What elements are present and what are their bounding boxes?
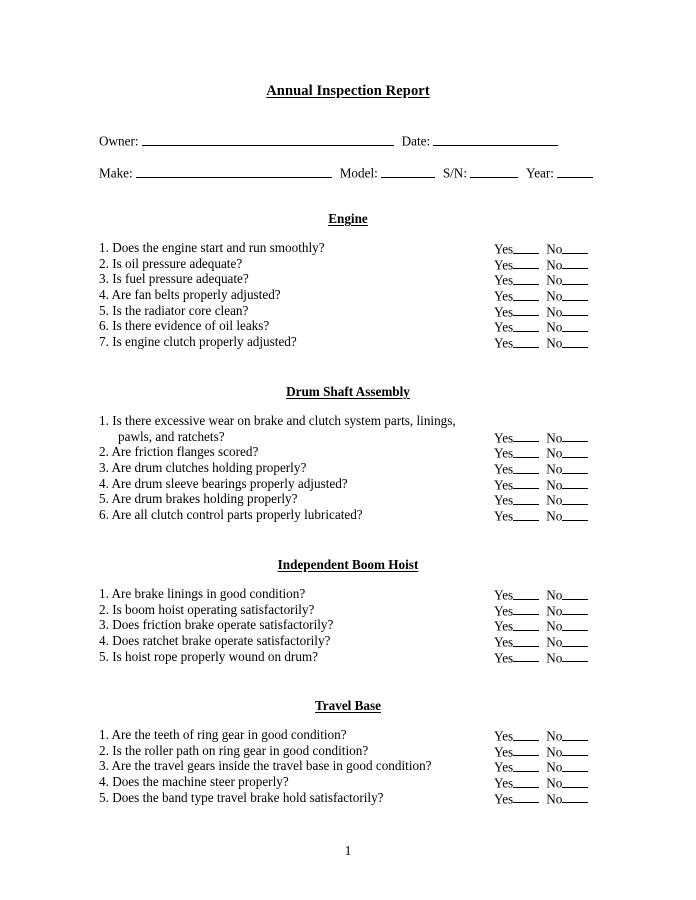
- yes-answer-blank[interactable]: [513, 271, 539, 285]
- answer-group: [494, 334, 588, 351]
- question-label: Is the roller path on ring gear in good condition?: [112, 742, 369, 758]
- question-number: 1.: [99, 240, 109, 255]
- question-text: [99, 287, 281, 303]
- checklist-item: [0, 743, 696, 759]
- question-text: [99, 460, 306, 476]
- no-label: No: [546, 319, 563, 335]
- question-number: 4.: [99, 475, 109, 491]
- checklist-item: [0, 460, 696, 476]
- answer-group: [494, 287, 588, 304]
- checklist-item: [0, 633, 696, 649]
- yes-answer-blank[interactable]: [513, 460, 539, 474]
- no-label: No: [546, 288, 563, 304]
- no-label: No: [546, 728, 563, 744]
- section-engine: [0, 211, 696, 350]
- yes-label: Yes: [494, 618, 514, 634]
- question-label: Does the engine start and run smoothly?: [112, 240, 325, 255]
- question-text: [99, 649, 318, 665]
- checklist-item: [0, 507, 696, 523]
- checklist-item: [0, 240, 696, 256]
- question-label: Is boom hoist operating satisfactorily?: [112, 601, 315, 617]
- answer-group: [494, 743, 588, 760]
- question-number: 4.: [99, 774, 109, 790]
- answer-group: [494, 586, 588, 603]
- no-answer-blank[interactable]: [562, 476, 588, 490]
- yes-label: Yes: [494, 477, 514, 493]
- yes-label: Yes: [494, 335, 514, 351]
- yes-label: Yes: [494, 587, 514, 603]
- question-number: 3.: [99, 271, 109, 287]
- question-text: [99, 476, 348, 492]
- question-label: Are drum sleeve bearings properly adjusted?: [111, 475, 348, 491]
- no-answer-blank[interactable]: [562, 240, 588, 254]
- checklist-item: [0, 413, 696, 444]
- yes-label: Yes: [494, 775, 514, 791]
- question-label: Is engine clutch properly adjusted?: [112, 334, 297, 350]
- question-number: 2.: [99, 742, 109, 758]
- answer-group: [494, 444, 588, 461]
- no-answer-blank[interactable]: [562, 602, 588, 616]
- question-number: 2.: [99, 601, 109, 617]
- question-number: 3.: [99, 758, 109, 774]
- question-number: 4.: [99, 633, 109, 649]
- yes-answer-blank[interactable]: [513, 649, 539, 663]
- owner-input[interactable]: [142, 132, 394, 146]
- yes-label: Yes: [494, 288, 514, 304]
- no-answer-blank[interactable]: [562, 617, 588, 631]
- answer-group: [494, 602, 588, 619]
- no-label: No: [546, 618, 563, 634]
- yes-answer-blank[interactable]: [513, 287, 539, 301]
- yes-answer-blank[interactable]: [513, 633, 539, 647]
- no-label: No: [546, 477, 563, 493]
- yes-label: Yes: [494, 319, 514, 335]
- yes-answer-blank[interactable]: [513, 240, 539, 254]
- question-label: Are fan belts properly adjusted?: [111, 287, 281, 303]
- yes-label: Yes: [494, 461, 514, 477]
- question-text: [99, 586, 305, 602]
- question-label: Is oil pressure adequate?: [112, 255, 243, 271]
- question-number: 5.: [99, 789, 109, 805]
- answer-group: [494, 617, 588, 634]
- yes-label: Yes: [494, 445, 514, 461]
- question-number: 1.: [99, 586, 109, 601]
- answer-group: [494, 271, 588, 288]
- section-heading: [0, 384, 696, 400]
- yes-label: Yes: [494, 791, 514, 807]
- checklist-item: [0, 649, 696, 665]
- no-label: No: [546, 508, 563, 524]
- serial-number-input[interactable]: [470, 164, 518, 178]
- no-label: No: [546, 335, 563, 351]
- yes-label: Yes: [494, 508, 514, 524]
- answer-group: [494, 507, 588, 524]
- answer-group: [494, 633, 588, 650]
- section-heading: [0, 211, 696, 227]
- answer-group: [494, 318, 588, 335]
- question-label: Does ratchet brake operate satisfactorily?: [112, 633, 331, 649]
- page-number: 1: [344, 843, 352, 858]
- checklist-item: [0, 491, 696, 507]
- checklist-item: [0, 790, 696, 806]
- question-label: Are the teeth of ring gear in good condition?: [111, 727, 347, 742]
- no-label: No: [546, 650, 563, 666]
- year-label: Year:: [526, 165, 554, 181]
- yes-answer-blank[interactable]: [513, 602, 539, 616]
- page-title-text: Annual Inspection Report: [266, 83, 430, 99]
- question-number: 2.: [99, 444, 109, 460]
- checklist-item: [0, 774, 696, 790]
- year-input[interactable]: [557, 164, 593, 178]
- question-label: Does friction brake operate satisfactorily?: [112, 617, 334, 633]
- no-label: No: [546, 272, 563, 288]
- checklist-item: [0, 617, 696, 633]
- question-label: Are brake linings in good condition?: [111, 586, 306, 601]
- answer-group: [494, 429, 588, 446]
- no-label: No: [546, 744, 563, 760]
- yes-answer-blank[interactable]: [513, 586, 539, 600]
- checklist-item: [0, 303, 696, 319]
- model-label: Model:: [339, 165, 378, 181]
- no-label: No: [546, 257, 563, 273]
- yes-label: Yes: [494, 430, 514, 446]
- section-heading-text: Drum Shaft Assembly: [286, 384, 410, 399]
- no-answer-blank[interactable]: [562, 491, 588, 505]
- question-text: [99, 240, 325, 256]
- section-heading-text: Independent Boom Hoist: [277, 557, 419, 572]
- question-text: [99, 334, 297, 350]
- no-label: No: [546, 461, 563, 477]
- question-label: Are all clutch control parts properly lubricated?: [111, 507, 363, 523]
- question-label: Is the radiator core clean?: [112, 302, 249, 318]
- yes-answer-blank[interactable]: [513, 507, 539, 521]
- no-answer-blank[interactable]: [562, 318, 588, 332]
- section-drum-shaft-assembly: [0, 384, 696, 523]
- question-text: [99, 256, 242, 272]
- checklist-item: [0, 602, 696, 618]
- yes-label: Yes: [494, 492, 514, 508]
- no-label: No: [546, 603, 563, 619]
- no-label: No: [546, 430, 563, 446]
- checklist-item: [0, 271, 696, 287]
- question-label: Does the machine steer properly?: [112, 774, 289, 790]
- yes-label: Yes: [494, 650, 514, 666]
- question-label: Are drum clutches holding properly?: [111, 460, 307, 476]
- section-travel-base: [0, 698, 696, 805]
- yes-answer-blank[interactable]: [513, 790, 539, 804]
- make-input[interactable]: [136, 164, 332, 178]
- question-text: [99, 758, 432, 774]
- yes-answer-blank[interactable]: [513, 334, 539, 348]
- question-list: [0, 240, 696, 350]
- yes-answer-blank[interactable]: [513, 256, 539, 270]
- yes-label: Yes: [494, 272, 514, 288]
- section-heading-text: Engine: [328, 211, 368, 226]
- question-label: Is fuel pressure adequate?: [112, 271, 249, 287]
- no-answer-blank[interactable]: [562, 727, 588, 741]
- question-text: [99, 602, 314, 618]
- answer-group: [494, 303, 588, 320]
- yes-answer-blank[interactable]: [513, 444, 539, 458]
- no-answer-blank[interactable]: [562, 303, 588, 317]
- checklist-item: [0, 444, 696, 460]
- make-model-row: [99, 164, 599, 182]
- question-text: [99, 271, 249, 287]
- answer-group: [494, 758, 588, 775]
- question-number: 3.: [99, 460, 109, 476]
- no-answer-blank[interactable]: [562, 774, 588, 788]
- no-label: No: [546, 492, 563, 508]
- question-text: [99, 743, 368, 759]
- owner-label: Owner:: [99, 133, 139, 149]
- no-answer-blank[interactable]: [562, 460, 588, 474]
- question-number: 1.: [99, 727, 109, 742]
- checklist-item: [0, 287, 696, 303]
- answer-group: [494, 774, 588, 791]
- no-answer-blank[interactable]: [562, 790, 588, 804]
- yes-answer-blank[interactable]: [513, 429, 539, 443]
- question-text: [99, 727, 347, 743]
- checklist-item: [0, 256, 696, 272]
- question-continuation: pawls, and ratchets?: [118, 428, 225, 444]
- no-answer-blank[interactable]: [562, 256, 588, 270]
- answer-group: [494, 460, 588, 477]
- question-label: Are drum brakes holding properly?: [111, 491, 298, 507]
- no-label: No: [546, 759, 563, 775]
- question-text: [99, 318, 269, 334]
- section-independent-boom-hoist: [0, 557, 696, 664]
- question-list: [0, 413, 696, 523]
- question-number: 5.: [99, 648, 109, 664]
- checklist-item: [0, 758, 696, 774]
- no-label: No: [546, 241, 563, 257]
- question-label: Is hoist rope properly wound on drum?: [112, 648, 319, 664]
- checklist-item: [0, 586, 696, 602]
- question-label: Does the band type travel brake hold satisfactorily?: [112, 789, 384, 805]
- yes-label: Yes: [494, 304, 514, 320]
- question-label: Is there excessive wear on brake and clutch system parts, linings,: [112, 413, 456, 428]
- yes-label: Yes: [494, 603, 514, 619]
- question-label: Are the travel gears inside the travel base in good condition?: [111, 758, 432, 774]
- yes-label: Yes: [494, 759, 514, 775]
- no-answer-blank[interactable]: [562, 743, 588, 757]
- checklist-item: [0, 334, 696, 350]
- page-title: [0, 83, 696, 100]
- question-text: [99, 413, 456, 444]
- no-answer-blank[interactable]: [562, 586, 588, 600]
- checklist-item: [0, 476, 696, 492]
- yes-answer-blank[interactable]: [513, 727, 539, 741]
- checklist-item: [0, 318, 696, 334]
- yes-answer-blank[interactable]: [513, 758, 539, 772]
- question-number: 6.: [99, 507, 109, 523]
- question-number: 4.: [99, 287, 109, 303]
- question-list: [0, 586, 696, 664]
- answer-group: [494, 790, 588, 807]
- answer-group: [494, 491, 588, 508]
- no-label: No: [546, 587, 563, 603]
- serial-number-label: S/N:: [442, 165, 467, 181]
- yes-label: Yes: [494, 634, 514, 650]
- question-text: [99, 774, 289, 790]
- no-label: No: [546, 445, 563, 461]
- no-label: No: [546, 634, 563, 650]
- section-heading: [0, 698, 696, 714]
- no-answer-blank[interactable]: [562, 507, 588, 521]
- yes-answer-blank[interactable]: [513, 743, 539, 757]
- question-label: Are friction flanges scored?: [111, 444, 259, 460]
- yes-answer-blank[interactable]: [513, 318, 539, 332]
- yes-label: Yes: [494, 241, 514, 257]
- question-number: 5.: [99, 302, 109, 318]
- owner-date-row: [99, 132, 599, 150]
- model-input[interactable]: [381, 164, 435, 178]
- make-label: Make:: [99, 165, 133, 181]
- question-list: [0, 727, 696, 805]
- no-answer-blank[interactable]: [562, 287, 588, 301]
- no-label: No: [546, 304, 563, 320]
- no-label: No: [546, 791, 563, 807]
- question-number: 2.: [99, 255, 109, 271]
- no-answer-blank[interactable]: [562, 334, 588, 348]
- no-answer-blank[interactable]: [562, 271, 588, 285]
- no-answer-blank[interactable]: [562, 758, 588, 772]
- question-text: [99, 444, 258, 460]
- no-answer-blank[interactable]: [562, 429, 588, 443]
- question-number: 6.: [99, 318, 109, 334]
- yes-answer-blank[interactable]: [513, 491, 539, 505]
- no-answer-blank[interactable]: [562, 444, 588, 458]
- section-heading: [0, 557, 696, 573]
- no-answer-blank[interactable]: [562, 649, 588, 663]
- yes-answer-blank[interactable]: [513, 617, 539, 631]
- question-number: 3.: [99, 617, 109, 633]
- question-text: [99, 617, 333, 633]
- question-text: [99, 633, 330, 649]
- yes-label: Yes: [494, 257, 514, 273]
- yes-label: Yes: [494, 728, 514, 744]
- no-label: No: [546, 775, 563, 791]
- question-number: 1.: [99, 413, 109, 428]
- no-answer-blank[interactable]: [562, 633, 588, 647]
- yes-answer-blank[interactable]: [513, 303, 539, 317]
- answer-group: [494, 727, 588, 744]
- date-input[interactable]: [433, 132, 558, 146]
- answer-group: [494, 649, 588, 666]
- date-label: Date:: [401, 133, 431, 149]
- answer-group: [494, 256, 588, 273]
- answer-group: [494, 240, 588, 257]
- section-heading-text: Travel Base: [314, 698, 382, 713]
- question-text: [99, 491, 298, 507]
- yes-answer-blank[interactable]: [513, 774, 539, 788]
- question-text: [99, 507, 363, 523]
- question-text: [99, 303, 248, 319]
- question-number: 5.: [99, 491, 109, 507]
- yes-label: Yes: [494, 744, 514, 760]
- question-text: [99, 790, 384, 806]
- question-number: 7.: [99, 334, 109, 350]
- checklist-item: [0, 727, 696, 743]
- yes-answer-blank[interactable]: [513, 476, 539, 490]
- question-label: Is there evidence of oil leaks?: [112, 318, 270, 334]
- answer-group: [494, 476, 588, 493]
